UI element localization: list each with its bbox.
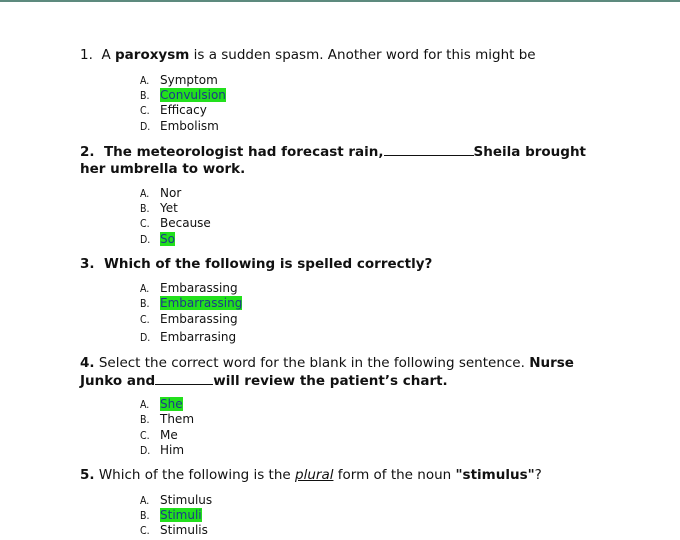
option-text: Because [160,216,211,230]
stem-text: Select the correct word for the blank in the following sentence. [98,355,525,371]
top-rule [0,0,680,2]
question-2-stem [80,143,670,177]
option-a[interactable] [140,281,238,296]
option-c[interactable] [140,312,238,327]
stem-line-2 [80,372,670,390]
option-letter: B. [140,298,150,310]
stem-text: is a sudden spasm. Another word for this might be [189,47,536,63]
option-b-correct[interactable] [140,508,202,523]
option-letter: A. [140,495,150,507]
stem-keyword: Nurse [529,355,574,371]
option-letter: B. [140,90,150,102]
option-text-highlighted: Stimuli [160,508,202,522]
question-number: 5. [80,467,95,483]
option-d[interactable] [140,119,219,134]
question-number: 4. [80,355,95,371]
question-5-stem [80,467,670,484]
option-letter: C. [140,525,150,537]
stem-line-1 [80,355,670,372]
option-text: Efficacy [160,103,207,117]
option-c[interactable] [140,428,178,443]
stem-text: form of the noun [333,467,456,483]
option-d[interactable] [140,443,184,458]
option-letter: A. [140,75,150,87]
option-a-correct[interactable] [140,397,183,412]
option-text: Stimulis [160,523,208,537]
option-d[interactable] [140,330,236,345]
option-text-highlighted: So [160,232,175,246]
stem-keyword: "stimulus" [455,467,535,483]
option-letter: A. [140,283,150,295]
stem-text: Sheila brought [473,144,587,160]
stem-text: ? [534,467,542,483]
question-number: 3. [80,256,95,272]
option-text-highlighted: She [160,397,183,411]
stem-text: Junko and [80,372,156,389]
option-b-correct[interactable] [140,296,242,311]
option-b-correct[interactable] [140,88,226,103]
option-text: Embarassing [160,281,238,295]
stem-text: A [101,47,116,63]
question-4-stem [80,355,670,389]
stem-emphasis: plural [295,467,334,483]
stem-text: The meteorologist had forecast rain, [103,144,384,160]
stem-text: Which of the following is spelled correctly? [103,256,433,272]
option-text: Embarrasing [160,330,237,344]
option-a[interactable] [140,73,218,88]
question-3-stem [80,256,670,273]
option-c[interactable] [140,523,208,538]
stem-text: Which of the following is the [98,467,296,483]
question-number: 1. [80,47,93,63]
option-letter: B. [140,510,150,522]
fill-in-blank [155,372,213,385]
option-text: Stimulus [160,493,213,507]
stem-line-2: her umbrella to work. [80,160,246,177]
stem-text: will review the patient’s chart. [213,372,448,389]
option-letter: A. [140,399,150,411]
option-text: Him [160,443,185,457]
option-letter: C. [140,430,150,442]
stem-line-1 [80,143,670,161]
option-d-correct[interactable] [140,232,175,247]
option-a[interactable] [140,493,212,508]
stem-keyword: paroxysm [115,47,190,63]
question-number: 2. [80,144,95,160]
option-letter: C. [140,218,150,230]
option-text: Symptom [160,73,218,87]
option-letter: C. [140,314,150,326]
option-letter: D. [140,234,151,246]
option-b[interactable] [140,201,178,216]
question-1-stem [80,47,670,64]
option-c[interactable] [140,216,211,231]
option-text: Them [160,412,195,426]
option-letter: D. [140,445,151,457]
option-c[interactable] [140,103,207,118]
option-letter: A. [140,188,150,200]
option-text: Nor [160,186,182,200]
option-letter: D. [140,332,151,344]
option-text-highlighted: Embarrassing [160,296,243,310]
option-text-highlighted: Convulsion [160,88,226,102]
option-a[interactable] [140,186,181,201]
fill-in-blank [384,143,474,156]
option-text: Embolism [160,119,219,133]
option-b[interactable] [140,412,194,427]
option-text: Me [160,428,178,442]
option-letter: B. [140,203,150,215]
option-letter: C. [140,105,150,117]
option-text: Embarassing [160,312,238,326]
option-letter: D. [140,121,151,133]
option-letter: B. [140,414,150,426]
option-text: Yet [160,201,178,215]
